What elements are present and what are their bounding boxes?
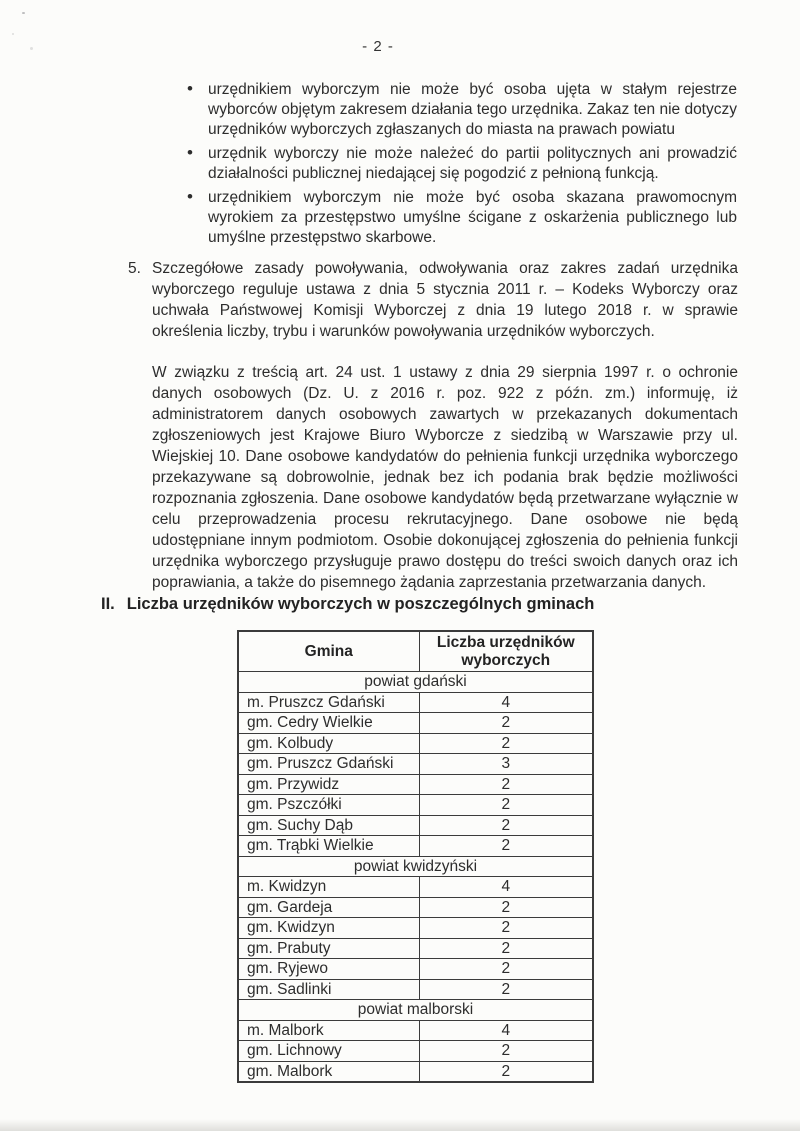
table-row: [238, 1041, 593, 1062]
count-cell: 4: [419, 692, 593, 713]
list-item: [186, 80, 737, 140]
gmina-table-body: [238, 672, 593, 1083]
count-cell: 4: [419, 877, 593, 898]
count-cell: 2: [419, 959, 593, 980]
gmina-cell: gm. Prabuty: [238, 938, 419, 959]
table-row: [238, 1061, 593, 1082]
table-row: [238, 713, 593, 734]
table-row: [238, 897, 593, 918]
count-cell: 3: [419, 754, 593, 775]
count-cell: 4: [419, 1020, 593, 1041]
gmina-cell: gm. Kwidzyn: [238, 918, 419, 939]
table-row: [238, 938, 593, 959]
count-cell: 2: [419, 795, 593, 816]
gmina-cell: gm. Kolbudy: [238, 733, 419, 754]
list-item: [186, 188, 737, 248]
gmina-cell: m. Pruszcz Gdański: [238, 692, 419, 713]
section-ii-heading: [101, 595, 594, 614]
gmina-table-wrap: [237, 630, 594, 1083]
gmina-cell: m. Kwidzyn: [238, 877, 419, 898]
table-row: [238, 979, 593, 1000]
table-row: [238, 877, 593, 898]
count-cell: 2: [419, 815, 593, 836]
table-row: [238, 754, 593, 775]
section-title: Liczba urzędników wyborczych w poszczególnych gminach: [126, 595, 595, 613]
list-item: [186, 144, 737, 184]
gmina-cell: m. Malbork: [238, 1020, 419, 1041]
powiat-section-label: powiat gdański: [238, 672, 593, 693]
bullet-text: urzędnikiem wyborczym nie może być osoba skazana prawomocnym wyrokiem za przestępstwo umyślne ścigane z oskarżenia publicznego lub umyślne przestępstwo skarbowe.: [208, 189, 737, 246]
bullet-icon: •: [187, 143, 193, 162]
powiat-section-label: powiat kwidzyński: [238, 856, 593, 877]
gmina-cell: gm. Suchy Dąb: [238, 815, 419, 836]
bullet-text: urzędnikiem wyborczym nie może być osoba ujęta w stałym rejestrze wyborców objętym zakresem działania tego urzędnika. Zakaz ten nie dotyczy urzędników wyborczych zgłaszanych do miasta na prawach powiatu: [208, 81, 737, 138]
section-numeral: II.: [101, 595, 115, 613]
gmina-cell: gm. Pruszcz Gdański: [238, 754, 419, 775]
scan-speck: [22, 12, 25, 14]
count-cell: 2: [419, 938, 593, 959]
count-cell: 2: [419, 918, 593, 939]
gmina-cell: gm. Lichnowy: [238, 1041, 419, 1062]
table-row: [238, 733, 593, 754]
eligibility-bullet-list: [186, 80, 737, 252]
numbered-item-text: Szczegółowe zasady powoływania, odwoływania oraz zakres zadań urzędnika wyborczego reguluje ustawa z dnia 5 stycznia 2011 r. – Kodeks Wyborczy oraz uchwała Państwowej Komisji Wyborczej z dnia 19 lutego 2018 r. w sprawie określenia liczby, trybu i warunków powoływania urzędników wyborczych.: [152, 260, 738, 340]
data-protection-paragraph: W związku z treścią art. 24 ust. 1 ustawy z dnia 29 sierpnia 1997 r. o ochronie danych osobowych (Dz. U. z 2016 r. poz. 922 z późn. zm.) informuję, iż administratorem danych osobowych zawartych w przekazanych dokumentach zgłoszeniowych jest Krajowe Biuro Wyborcze z siedzibą w Warszawie przy ul. Wiejskiej 10. Dane osobowe kandydatów do pełnienia funkcji urzędnika wyborczego przekazywane są dobrowolnie, jednak bez ich podania brak będzie możliwości rozpoznania zgłoszenia. Dane osobowe kandydatów będą przetwarzane wyłącznie w celu przeprowadzenia procesu rekrutacyjnego. Dane osobowe nie będą udostępniane innym podmiotom. Osobie dokonującej zgłoszenia do pełnienia funkcji urzędnika wyborczego przysługuje prawo dostępu do treści swoich danych oraz ich poprawiania, a także do pisemnego żądania zaprzestania przetwarzania danych.: [152, 364, 738, 591]
gmina-cell: gm. Pszczółki: [238, 795, 419, 816]
page-number: - 2 -: [362, 38, 394, 55]
table-section-row: [238, 1000, 593, 1021]
count-cell: 2: [419, 897, 593, 918]
count-cell: 2: [419, 713, 593, 734]
numbered-item-marker: 5.: [128, 260, 141, 277]
gmina-cell: gm. Przywidz: [238, 774, 419, 795]
gmina-cell: gm. Malbork: [238, 1061, 419, 1082]
table-row: [238, 959, 593, 980]
table-row: [238, 795, 593, 816]
header-gmina: Gmina: [238, 631, 419, 672]
table-row: [238, 815, 593, 836]
gmina-cell: gm. Cedry Wielkie: [238, 713, 419, 734]
count-cell: 2: [419, 733, 593, 754]
table-row: [238, 774, 593, 795]
bullet-icon: •: [187, 79, 193, 98]
count-cell: 2: [419, 1061, 593, 1082]
table-section-row: [238, 856, 593, 877]
count-cell: 2: [419, 774, 593, 795]
table-row: [238, 692, 593, 713]
count-cell: 2: [419, 836, 593, 857]
scan-speck: [12, 33, 14, 35]
gmina-cell: gm. Trąbki Wielkie: [238, 836, 419, 857]
bullet-text: urzędnik wyborczy nie może należeć do partii politycznych ani prowadzić działalności publicznej niedającej się pogodzić z pełnioną funkcją.: [208, 145, 737, 182]
table-row: [238, 836, 593, 857]
header-liczba: Liczba urzędników wyborczych: [419, 631, 593, 672]
gmina-cell: gm. Gardeja: [238, 897, 419, 918]
table-row: [238, 918, 593, 939]
bullet-icon: •: [187, 187, 193, 206]
scan-bottom-edge: [0, 1119, 800, 1131]
gmina-cell: gm. Sadlinki: [238, 979, 419, 1000]
table-row: [238, 1020, 593, 1041]
powiat-section-label: powiat malborski: [238, 1000, 593, 1021]
table-section-row: [238, 672, 593, 693]
count-cell: 2: [419, 1041, 593, 1062]
gmina-table: [237, 630, 594, 1083]
gmina-cell: gm. Ryjewo: [238, 959, 419, 980]
table-header-row: [238, 631, 593, 672]
count-cell: 2: [419, 979, 593, 1000]
